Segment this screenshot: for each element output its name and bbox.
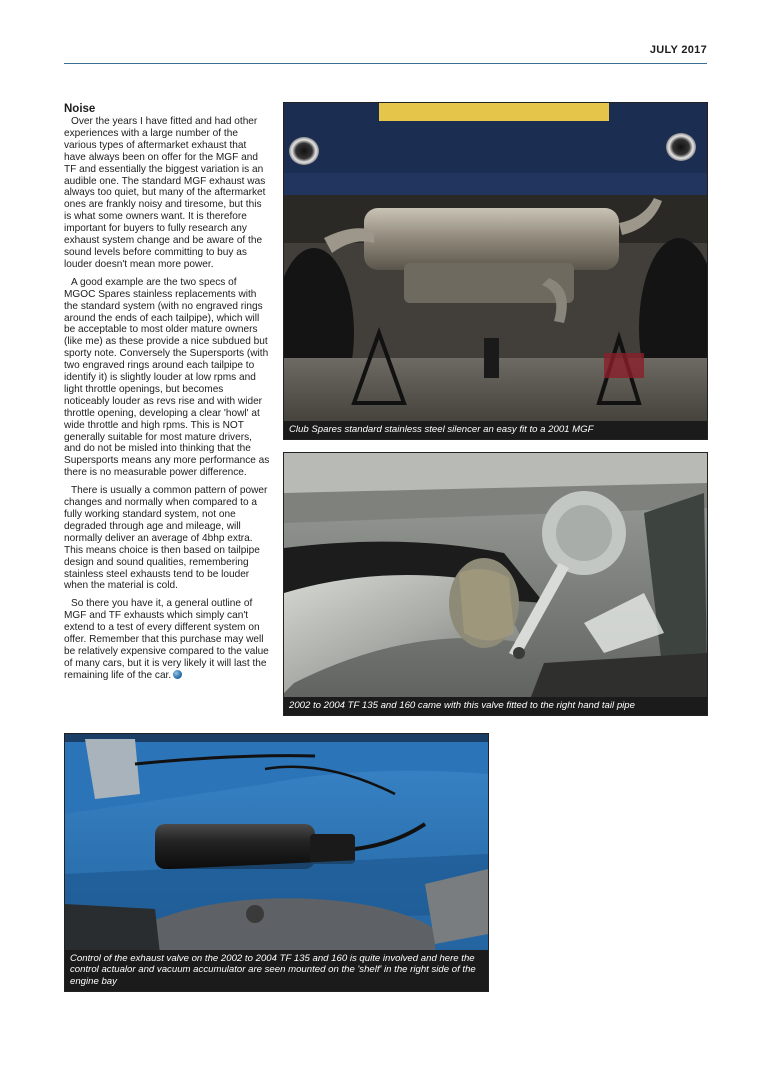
photo-engine-bay-actuator: [64, 733, 489, 992]
article-column: [64, 103, 270, 688]
photo-caption: Control of the exhaust valve on the 2002 to 2004 TF 135 and 160 is quite involved and here the control actualor and vacuum accumulator are seen mounted on the 'shelf' in the right side of the engine bay: [65, 950, 488, 992]
issue-date: JULY 2017: [649, 44, 707, 56]
article-paragraph-1: Over the years I have fitted and had other experiences with a large number of the various types of aftermarket exhaust that have always been on offer for the MGF and TF and essentially the biggest variation is an audible one. The standard MGF exhaust was always too quiet, but many of the aftermarket ones are frankly noisy and tiresome, but this is what some owners want. It is therefore important for buyers to fully research any exhaust system change and be aware of the sound levels before committing to buy as louder doesn't mean more power.: [64, 116, 266, 270]
section-title: Noise: [64, 103, 96, 115]
globe-end-mark-icon: [173, 670, 182, 679]
photo-silencer-underside: [283, 102, 708, 440]
article-paragraph-3: There is usually a common pattern of power changes and normally when compared to a fully working standard system, not one degraded through age and mileage, will normally deliver an average of 4bhp extra. This means choice is then based on tailpipe design and sound qualities, remembering stainless steel exhausts tend to be louder when the material is cold.: [64, 485, 268, 592]
article-paragraph-2: A good example are the two specs of MGOC Spares stainless replacements with the standard system (with no engraved rings around the ends of each tailpipe), which will be acceptable to most older mature owners (like me) as these provide a nice subdued but sporty note. Conversely the Supersports (with two engraved rings around each tailpipe to identify it) is slightly louder at low rpms and light throttle openings, but becomes noticeably louder as revs rise and with wider throttle opening, developing a clear 'howl' at wide throttle and high rpms. This is NOT generally suitable for most mature drivers, and do not be misled into thinking that the Supersports means any more performance as there is no measurable power difference.: [64, 276, 270, 479]
article-paragraph-4: [64, 598, 270, 681]
photo-exhaust-valve: [283, 452, 708, 716]
photo-caption: 2002 to 2004 TF 135 and 160 came with this valve fitted to the right hand tail pipe: [284, 697, 707, 716]
article-paragraph-4-text: So there you have it, a general outline of MGF and TF exhausts which simply can't extend to a test of every different system on offer. Remember that this purchase may well be relatively expensive compared to the value of many cars, but it is very likely it will last the remaining life of the car.: [64, 598, 269, 681]
photo-valve-image: [284, 453, 707, 715]
photo-caption: Club Spares standard stainless steel silencer an easy fit to a 2001 MGF: [284, 421, 707, 440]
header-rule: [64, 63, 707, 64]
photo-silencer-image: [284, 103, 707, 439]
